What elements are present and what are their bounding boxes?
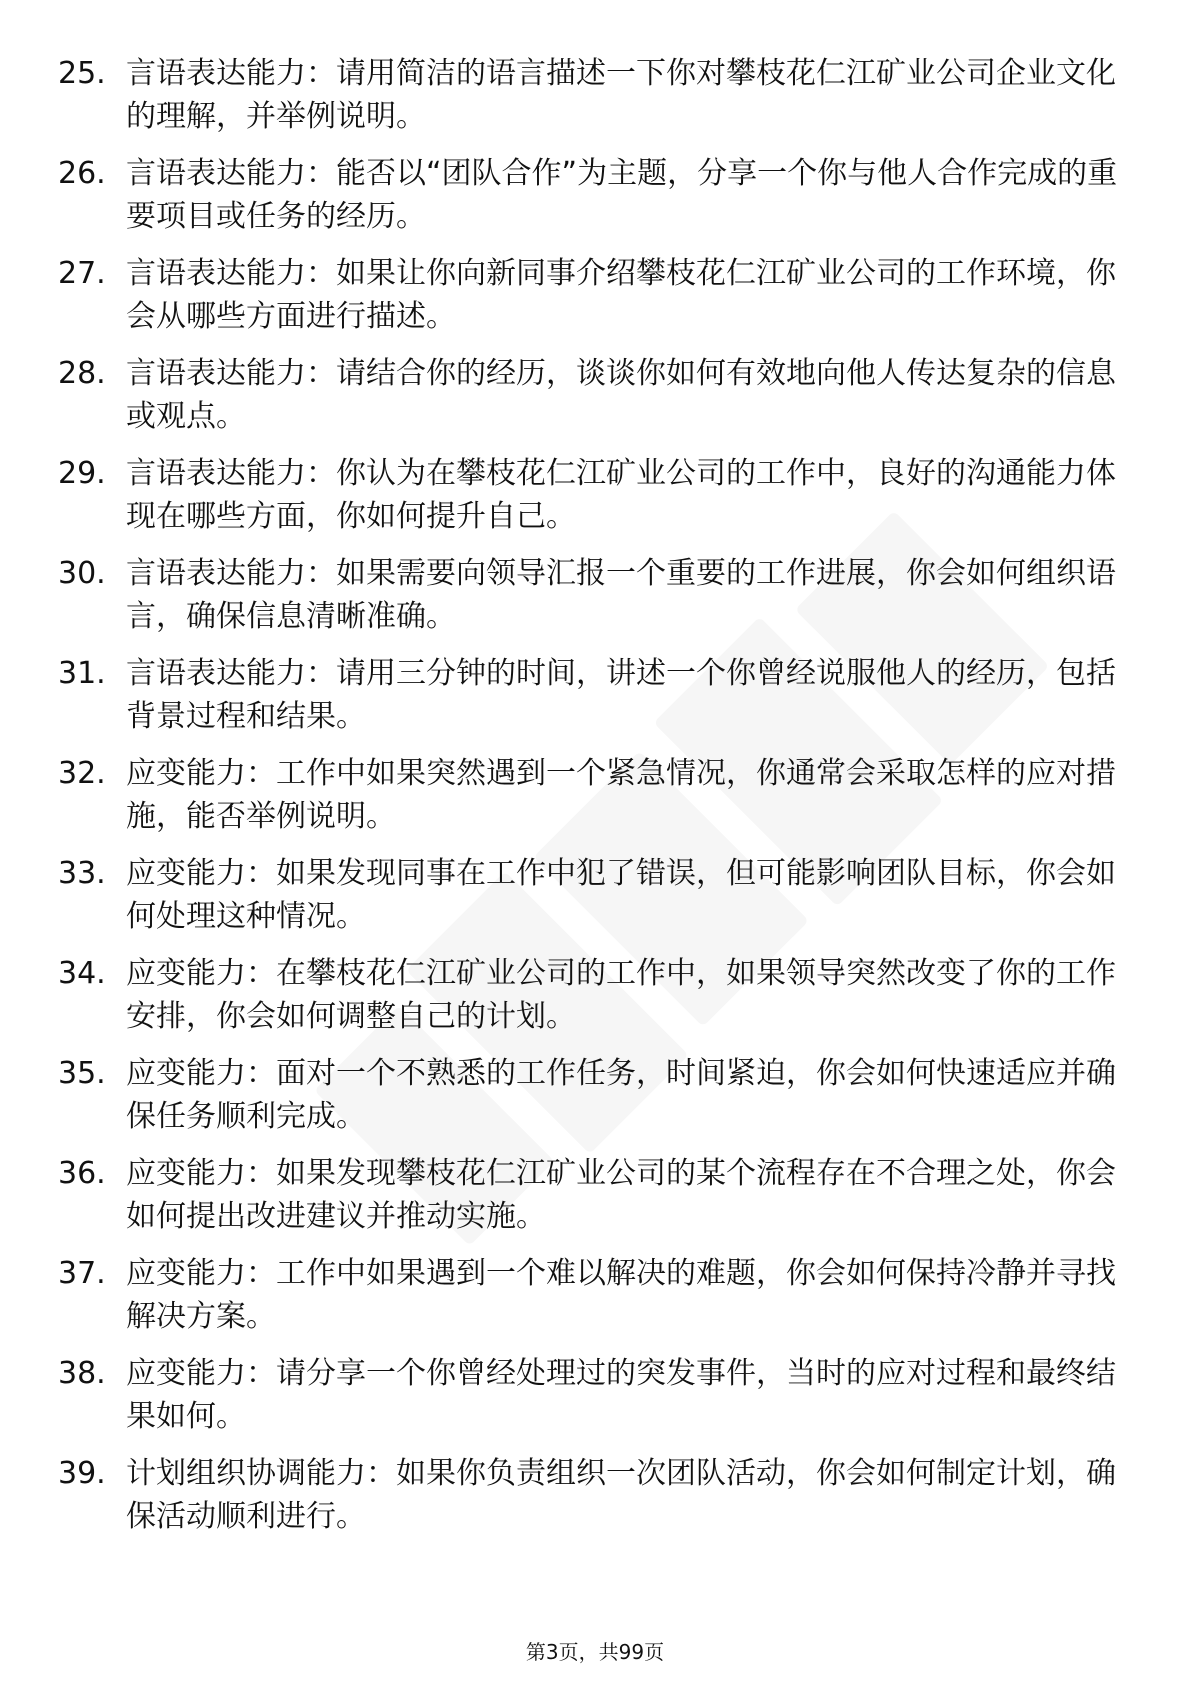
question-text: 应变能力：如果发现攀枝花仁江矿业公司的某个流程存在不合理之处，你会如何提出改进建议并推动实施。 <box>126 1156 1116 1234</box>
question-text: 应变能力：面对一个不熟悉的工作任务，时间紧迫，你会如何快速适应并确保任务顺利完成。 <box>126 1056 1116 1134</box>
question-text: 言语表达能力：请用三分钟的时间，讲述一个你曾经说服他人的经历，包括背景过程和结果。 <box>126 656 1116 734</box>
question-item <box>58 1452 1118 1552</box>
question-text: 应变能力：在攀枝花仁江矿业公司的工作中，如果领导突然改变了你的工作安排，你会如何调整自己的计划。 <box>126 956 1116 1034</box>
question-number: 27. <box>58 256 106 291</box>
question-item <box>58 752 1118 852</box>
page-footer: 第3页，共99页 <box>525 1640 665 1664</box>
question-number: 35. <box>58 1056 106 1091</box>
question-text: 言语表达能力：请用简洁的语言描述一下你对攀枝花仁江矿业公司企业文化的理解，并举例说明。 <box>126 56 1116 134</box>
question-number: 25. <box>58 56 106 91</box>
question-item <box>58 1352 1118 1452</box>
question-item <box>58 52 1118 152</box>
question-text: 言语表达能力：能否以“团队合作”为主题，分享一个你与他人合作完成的重要项目或任务的经历。 <box>126 156 1118 234</box>
question-text: 应变能力：请分享一个你曾经处理过的突发事件，当时的应对过程和最终结果如何。 <box>126 1356 1116 1434</box>
question-item <box>58 352 1118 452</box>
question-item <box>58 452 1118 552</box>
question-list <box>58 52 1118 1552</box>
question-item <box>58 1052 1118 1152</box>
question-item <box>58 552 1118 652</box>
question-item <box>58 852 1118 952</box>
question-number: 34. <box>58 956 106 991</box>
question-number: 36. <box>58 1156 106 1191</box>
question-text: 言语表达能力：如果让你向新同事介绍攀枝花仁江矿业公司的工作环境，你会从哪些方面进行描述。 <box>126 256 1116 334</box>
question-text: 言语表达能力：请结合你的经历，谈谈你如何有效地向他人传达复杂的信息或观点。 <box>126 356 1116 434</box>
question-number: 32. <box>58 756 106 791</box>
question-number: 29. <box>58 456 106 491</box>
question-number: 30. <box>58 556 106 591</box>
question-item <box>58 1252 1118 1352</box>
question-item <box>58 952 1118 1052</box>
question-item <box>58 652 1118 752</box>
question-number: 38. <box>58 1356 106 1391</box>
question-text: 应变能力：工作中如果遇到一个难以解决的难题，你会如何保持冷静并寻找解决方案。 <box>126 1256 1116 1334</box>
question-number: 37. <box>58 1256 106 1291</box>
question-text: 应变能力：工作中如果突然遇到一个紧急情况，你通常会采取怎样的应对措施，能否举例说明。 <box>126 756 1116 834</box>
question-number: 26. <box>58 156 106 191</box>
question-text: 计划组织协调能力：如果你负责组织一次团队活动，你会如何制定计划，确保活动顺利进行。 <box>126 1456 1116 1534</box>
question-text: 言语表达能力：如果需要向领导汇报一个重要的工作进展，你会如何组织语言，确保信息清晰准确。 <box>126 556 1116 634</box>
question-item <box>58 252 1118 352</box>
question-item <box>58 152 1118 252</box>
question-number: 31. <box>58 656 106 691</box>
question-text: 言语表达能力：你认为在攀枝花仁江矿业公司的工作中，良好的沟通能力体现在哪些方面，你如何提升自己。 <box>126 456 1116 534</box>
question-number: 28. <box>58 356 106 391</box>
question-number: 39. <box>58 1456 106 1491</box>
question-number: 33. <box>58 856 106 891</box>
question-text: 应变能力：如果发现同事在工作中犯了错误，但可能影响团队目标，你会如何处理这种情况。 <box>126 856 1116 934</box>
question-item <box>58 1152 1118 1252</box>
